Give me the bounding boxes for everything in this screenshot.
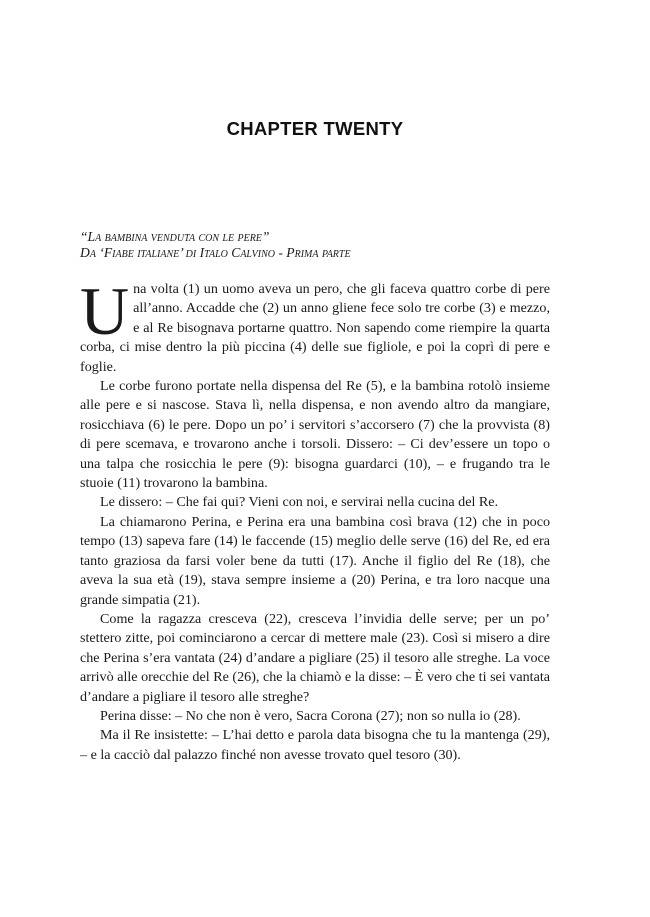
paragraph-4: La chiamarono Perina, e Perina era una bambina così brava (12) che in poco tempo (13) sapeva fare (14) le faccende (15) meglio delle serve (16) del Re, ed era tanto graziosa da farsi voler bene da tutti (17). Anche il figlio del Re (18), che aveva la sua età (19), stava sempre insieme a (20) Perina, e tra loro nacque una grande simpatia (21). xyxy=(80,513,550,608)
paragraph-1 xyxy=(80,273,550,377)
drop-cap: U xyxy=(80,273,130,349)
story-attribution-line xyxy=(80,245,560,261)
attribution-author: Italo Calvino xyxy=(199,245,275,260)
paragraph-2: Le corbe furono portate nella dispensa del Re (5), e la bambina rotolò insieme alle pere e si nascose. Stava lì, nella dispensa, e non avendo altro da mangiare, rosicchiava (6) le pere. Dopo un po’ i servitori s’accorsero (7) che la provvista (8) di pere scemava, e trovarono anche i torsoli. Dissero: – Ci dev’essere un topo o una talpa che rosicchia le pere (9): bisogna guardarci (10), – e frugando tra le stuoie (11) trovarono la bambina. xyxy=(80,378,550,492)
paragraph-7: Ma il Re insistette: – L’hai detto e parola data bisogna che tu la mantenga (29), – e la cacciò dal palazzo finché non avesse trovato quel tesoro (30). xyxy=(80,727,550,763)
story-title-line: “La bambina venduta con le pere” xyxy=(80,229,270,244)
story-source xyxy=(80,229,560,261)
attribution-suffix: - Prima parte xyxy=(274,245,351,260)
paragraph-1-text: na volta (1) un uomo aveva un pero, che gli faceva quattro corbe di pere all’anno. Accadde che (2) un anno gliene fece solo tre corbe (3) e mezzo, e al Re bisognava portarne quattro. Non sapendo come riempire la quarta corba, ci mise dentro la più piccina (4) delle sue figliole, e poi la coprì di pere e foglie. xyxy=(80,281,550,375)
paragraph-3: Le dissero: – Che fai qui? Vieni con noi, e servirai nella cucina del Re. xyxy=(100,494,499,511)
paragraph-6: Perina disse: – No che non è vero, Sacra Corona (27); non so nulla io (28). xyxy=(100,707,521,724)
attribution-prefix: Da ‘Fiabe italiane’ di xyxy=(80,245,200,260)
story-text xyxy=(80,273,550,765)
chapter-title: CHAPTER TWENTY xyxy=(226,118,404,139)
paragraph-5: Come la ragazza cresceva (22), cresceva l’invidia delle serve; per un po’ stettero zitte, poi cominciarono a cercar di mettere male (23). Così si misero a dire che Perina s’era vantata (24) d’andare a pigliare (25) il tesoro alle streghe. La voce arrivò alle orecchie del Re (26), che la chiamò e la disse: – È vero che ti sei vantata d’andare a pigliare il tesoro alle streghe? xyxy=(80,610,550,705)
